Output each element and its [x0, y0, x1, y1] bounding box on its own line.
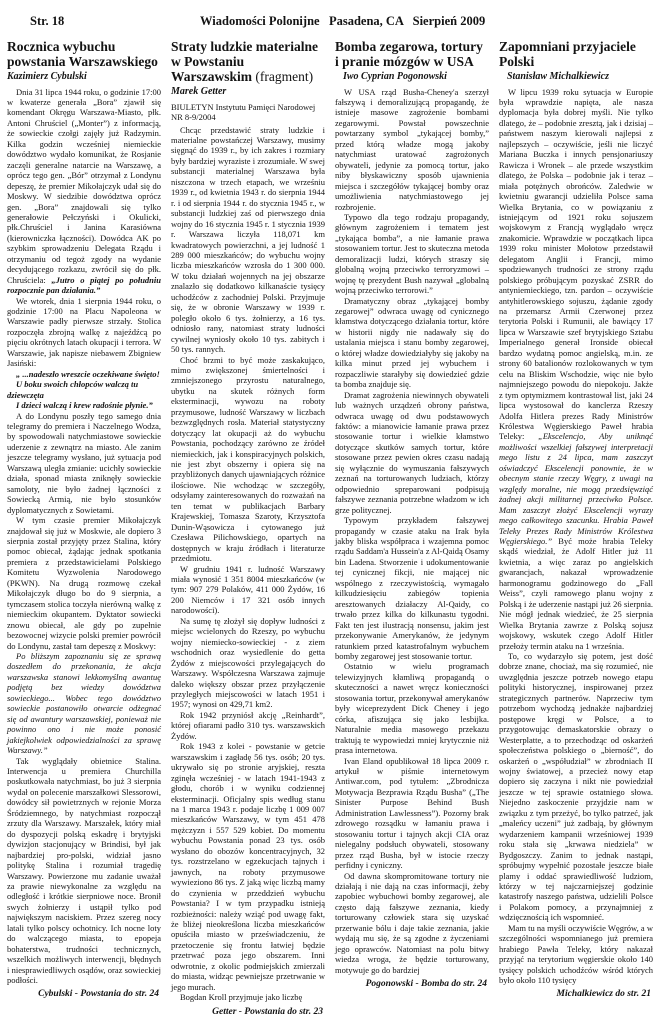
paragraph: Dramat zagrożenia niewinnych obywateli lub ważnych urządzeń obrony państwa, odwraca uwagę od dwu podstawowych faktów: a mianowicie łamanie prawa przez stosowanie tortur i wielkie kłamstwo dotyczące skutków samych tortur, które stosowane przez pewien okres czasu nadają się wyłącznie do wymuszania fałszywych zeznań na torturowanych ludziach, którzy odpowiednio spreparowani podpisują fałszywe zeznania potrzebne władzom w ich grze politycznej. [335, 389, 489, 515]
paragraph: W lipcu 1939 roku sytuacja w Europie była wprawdzie napięta, ale nasza dyplomacja była dobrej myśli. Nie tylko dlatego, że – podobnie zresztą, jak i dzisiaj – państwem naszym kierowali najlepsi z najlepszych – oczywiście, jeśli nie liczyć Mariana Buczka i innych pensjonariuszy Rawicza i Wronek – ale przede wszystkim dlatego, że Polska – podobnie jak i teraz – miała potężnych obrońców. Zaledwie w kwietniu gwarancji udzieliła Polsce sama Wielka Brytania, co w powiązaniu z istniejącym od 1921 roku sojuszem wojskowym z Francją wyglądało wręcz znakomicie. Wprawdzie w początkach lipca 1939 roku minister Mołotow przedstawił delegatom Anglii i Francji, mimo spodziewanych trudności ze strony rządu polskiego próbującym pozyskać ZSRR do antyniemieckiego, tzn. pardon – oczywiście antyhitlerowskiego sojuszu, żądanie zgody na przemarsz Armii Czerwonej przez terytoria Polski i Rumunii, ale bawiący 17 lipca w Warszawie szef brytyjskiego Sztabu Imperialnego generał Ironside obiecał bardzo wydatną pomoc angielską, m.in. ze strony 60 batalionów rozlokowanych w tym celu na Bliskim Wschodzie, więc nie było najmniejszego powodu do niepokoju. Jakże z tym optymizmem kontrastował list, jaki 24 lipca wystosował do kanclerza Rzeszy Adolfa Hitlera prezes Rady Ministrów Królestwa Węgierskiego Paweł hrabia Teleky: „Ekscelencjo, Aby uniknąć możliwości wszelkiej fałszywej interpretacji mego listu z 24 lipca, mam zaszczyt oświadczyć Ekscelencji ponownie, że w obecnym stanie rzeczy Węgry, z uwagi na względy moralne, nie mogą przedsięwziąć żadnej akcji militarnej przeciwko Polsce. Mam zaszczyt złożyć Ekscelencji wyrazy mego całkowitego szacunku. Hrabia Paweł Teleky Prezes Rady Ministrów Królestwa Węgierskiego.” Być może hrabia Teleky skądś wiedział, że Adolf Hitler już 11 kwietnia, a więc zaraz po angielskich gwarancjach, nakazał wprowadzenie harmonogramu godzinowego do „Fall Weiss”, czyli ramowego planu wojny z Polską i że uderzenie nastąpi już 26 sierpnia. Nie mógł jednak wiedzieć, że 25 sierpnia Wielka Brytania zawrze z Polską sojusz wojskowy, wskutek czego Adolf Hitler przełoży termin ataku na 1 września. [499, 86, 653, 651]
article-title: Zapomniani przyjaciele Polski [499, 39, 636, 70]
paragraph: W grudniu 1941 r. ludność Warszawy miała wynosić 1 351 8004 mieszkańców (w tym: 907 279 Polaków, 411 000 Żydów, 16 200 Niemców i 17 321 osób innych narodowości). [171, 563, 325, 616]
paragraph: A do Londynu poszły tego samego dnia telegramy do premiera i Naczelnego Wodza, by spowodowali natychmiastowe sowieckie uderzenie z zewnątrz na miasto. Ale zanim jeszcze telegramy wysłano, już sytuacja pod Warszawą uległa zmianie: ucichły sowieckie działa, sponad miasta zniknęły sowieckie samoloty, nie było żadnej łączności z Sowiecką Armią, nie było stosunków dyplomatycznych z Sowietami. [7, 410, 161, 515]
columns [0, 39, 663, 1017]
poem-line: „ ...nadeszło wreszcie oczekiwane święto! [16, 368, 160, 379]
paragraph: We wtorek, dnia 1 sierpnia 1944 roku, o godzinie 17:00 na Placu Napoleona w Warszawie padły pierwsze strzały. Stolica rozpoczęła zbrojną walkę z najeźdźcą po pięciu okrótnych latach okupacji i terrora. W Warszawie, jak napisze niebawem Zbigniew Jasiński: [7, 295, 161, 369]
paragraph: Rok 1943 z kolei - powstanie w getcie warszawskim i zagładę 56 tys. osób; 20 tys. ukrywało się po stronie aryjskiej, reszta zginęła wcześniej - w latach 1941-1943 z głodu, chorób i w wyniku codziennej eksterminacji. Oficjalny spis według stanu na 1 marca 1943 r. podaje liczbę 1 009 007 mieszkańców Warszawy, w tym 451 478 mężczyzn i 557 529 kobiet. Do momentu wybuchu Powstania ponad 23 tys. osób wysłano do obozów koncentracyjnych, 32 tys. rozstrzelano w egzekucjach tajnych i jawnych, na roboty przymusowe wywieziono 86 tys. Z jaką więc liczbą mamy do czynienia w przeddzień wybuchu Powstania? I w tym przypadku istnieją rozbieżności: należy wziąć pod uwagę fakt, że bliżej nieokreślona liczba mieszkańców opuściła miasto w przeświadczeniu, że przetoczenie się frontu łatwiej będzie przetrwać poza jego obszarem. Inni odwrotnie, z okolic podmiejskich zmierzali do miasta, widząc pewniejsze przetrwanie w jego murach. [171, 741, 325, 992]
paragraph: Tak wyglądały obietnice Stalina. Interwencja u premiera Churchilla poskutkowała natychmiast, bo już 3 sierpnia wydał on polecenie marszałkowi Slessorowi, dowódcy sił powietrznych w rejonie Morza Śródziemnego, by natychmiast rozpoczął zrzuty dla Warszawy. Marszałek, który miał do dyspozycji polską eskadrę i brytyjski dywizjon stacjonujący w Brindisi, był jak najbardziej pro-polski, widział jasno politykę Stalina i rozumiał tragedię Warszawy. Powierzone mu zadanie uważał za prawie niewykonalne za względu na odległość i krótkie sierpniowe noce. Bronił swych żołnierzy i ustąpił tylko pod największym naciskiem. Przez szereg nocy latali tylko polscy ochotnicy. Ich nocne loty do walczącego miasta, to epopeja bohaterstwa, trudności technicznych, wszelkich możliwych interwencji, błędnych i niesprawiedliwych osądów, oraz sowieckiej podłości. [7, 755, 161, 986]
paragraph: To, co wydarzyło się potem, jest dość dobrze znane, chociaż, ma się rozumieć, nie uwzględnia jeszcze potrzeb nowego etapu polityki historycznej, inspirowanej przez strategicznych partnerów. Naprzeciw tym potrzebom wychodzą jednakże najbardziej postępowe kręgi w Polsce, a to przygotowując demaskatorskie obrazy o Westerplatte, a to przechodząc od oskarżeń społeczeństwa polskiego o „bierność”, do oskarżeń o „współudział” w zbrodniach II wojny światowej, a przecież nowy etap dopiero się zaczyna i nikt nie powiedział jeszcze w tej sprawie ostatniego słowa. Niejedno zaskoczenie przyjdzie nam w związku z tym przeżyć, bo tylko patrzeć, jak „maleńcy uczeni” już zadbają, by głównym wydarzeniem kampanii wrześniowej 1939 roku stała się „krwawa niedziela” w Bydgoszczy. Zanim to jednak nastąpi, spróbujmy wypełnić pozostałe jeszcze białe plamy i oddać sprawiedliwość ludziom, którzy w tej najczarniejszej godzinie katastrofy naszego państwa, udzielili Polsce i Polakom pomocy, a przynajmniej z wdzięcznością ich wspomnieć. [499, 650, 653, 923]
article-byline: Iwo Cyprian Pogonowski [343, 71, 447, 83]
paragraph: Mam tu na myśli oczywiście Węgrów, a w szczególności wspomnianego już premiera hrabiego Pawła Teleky, który nakazał przyjąć na terytorium węgierskie około 140 tysięcy polskich uchodźców wśród których było około 110 tysięcy [499, 922, 653, 986]
masthead: Wiadomości Polonijne Pasadena, CA Sierpień 2009 [200, 14, 486, 28]
paragraph: Dnia 31 lipca 1944 roku, o godzinie 17:00 w kwaterze generała „Bora” zjawił się komendant Okręgu Warszawa-Miasto, płk. Antoni Chruściel („Monter”) z informacją, że sowieckie czołgi zajęły już Radzymin. Kilka godzin wcześniej niemieckie dowództwo wydało komunikat, że Rosjanie zaczęli generalne natarcie na Warszawę, a oprócz tego gen. „Bór” otrzymał z Londynu depeszę, że premier Mikołajczyk udał się do Moskwy. W siedzibie dowództwa oprócz gen. „Bora” znajdowali się tylko generałowie Pełczyński i Okulicki, płk.Chruściel i Janina Karasiówna (kierowniczka łączności). Dowódca AK po szybkim sprowadzeniu Delegata Rządu i otrzymaniu od tegoż zgody na wydanie decydującego rozkazu, zwrócił się do płk. Chruściela: „Jutro o piątej po południu rozpocznie pan działania.” [7, 86, 161, 296]
paragraph: W tym czasie premier Mikołajczyk znajdował się już w Moskwie, ale dopiero 3 sierpnia został przyjęty przez Stalina, który pomoc obiecał, żądając jednak spotkania premiera z przedstawicielami Polskiego Komitetu Wyzwolenia Narodowego (PKWN). Na drugą rozmowę czekał Mikołajczyk długo bo do 9 sierpnia, a tymczasem stolica toczyła nierówną walkę z niemieckim okupantem. Dyktator sowiecki znowu obiecał, ale gdy po zupełnie bezowocnej wizycie polski premier powrócił do Londynu, zastał tam depeszę z Moskwy: [7, 515, 161, 651]
poem-line: U boku swoich chłopców walczą tu dziewczęta [7, 379, 139, 400]
article-bomba-zegarowa [335, 39, 489, 997]
article-title: Rocznica wybuchu powstania Warszawskiego [7, 39, 158, 70]
paragraph: Ivan Eland opublikował 18 lipca 2009 r. artykuł w piśmie internetowym Antiwar.com, pod tytułem: „Zbrodnicza Motywacja Bezprawia Rządu Busha” („The Sinister Purpose Behind Bush Administration Lawlessness”). Pozorny brak zdrowego rozsądku w łamaniu prawa i stosowaniu tortur i tajnych akcji CIA oraz nielegalny podsłuch obywateli, stosowany przez rząd Busha, był w istocie rzeczy perfidny i cyniczny. [335, 755, 489, 871]
continuation-note: Getter - Powstania do str. 23 [212, 1006, 323, 1017]
paragraph: Typowo dla tego rodzaju propagandy, głównym zagrożeniem i tematem jest „tykająca bomba”, a nie łamanie prawa stosowaniem tortur. Jest to skuteczna metoda demoralizacji ludzi, których straszy się globalną wojną przeciwko terroryzmowi – wojnę tę prezydent Bush nazywał „globalną wojną przeciwko terrorowi.” [335, 211, 489, 296]
paragraph: W USA rząd Busha-Cheney'a szerzył fałszywą i demoralizującą propagandę, że istnieje masowe zagrożenie bombami zegarowymi. Powstał powszechnie powtarzany symbol „tykającej bomby,” przed którą władze mogą jakoby natychmiast uratować zagrożonych obywateli, jedynie za pomocą tortur, jako niby błyskawiczny sposób ujawnienia miejsca i szczegółów tykającej bomby oraz umożliwienia natychmiastowego jej rozbrojenie. [335, 86, 489, 212]
paragraph: Bogdan Kroll przyjmuje jako liczbę [180, 992, 303, 1003]
paragraph: Typowym przykładem fałszywej propagandy w czasie ataku na Irak była jakby bliska współpraca i wzajemna pomoc rządu Saddam'a Hussein'a z Al-Qaidą Osamy bin Ladena. Stworzenie i udokumentowanie tej cynicznej fikcji, nie mającej nic wspólnego z rzeczywistością, wymagało kilkudziesięciu zabiegów topienia aresztowanych działaczy Al-Qaidy, co trwało przez kilka do kilkunastu tygodni. Fakt ten jest ilustracją nonsensu, jakim jest przekonywanie Amerykanów, że jedynym ratunkiem przed katastrofalnym wybuchem bomby zegarowej jest stosowanie tortur. [335, 515, 489, 661]
article-title: Bomba zegarowa, tortury i pranie mózgów w USA [335, 39, 483, 70]
page-number: Str. 18 [30, 14, 65, 28]
article-straty-ludzkie [171, 39, 325, 1017]
paragraph: Na sumę tę złożył się dopływ ludności z miejsc wcielonych do Rzeszy, po wybuchu wojny niemiecko-sowieckiej - z ziem wschodnich oraz wysiedlenie do getta Żydów z miejscowości przylegających do Warszawy. Współczesna Warszawa zajmuje daleko większy obszar przez przyłączenie przyległych miejscowości w latach 1951 i 1957; wynosi on 429,71 km2. [171, 615, 325, 710]
article-title: Straty ludzkie materialne w Powstaniu Warszawskim (fragment) [171, 39, 318, 85]
article-zapomniani-przyjaciele [499, 39, 653, 1000]
telegram-quote: Po bliższym zapoznaniu się ze sprawą doszedłem do przekonania, że akcja warszawska stanowi lekkomyślną awantuę podjętą bez wiedzy dowództwa sowieckiego... Wobec tego dowództwo sowieckie postanowiło otwarcie odżegnać się od awantury warszawskiej, ponieważ nie powinno ono i nie może ponosić jakiejkolwiek odpowiedzialności za sprawę Warszawy.” [7, 650, 161, 756]
paragraph: Dramatyczny obraz „tykającej bomby zegarowej” odwraca uwagę od cynicznego kłamstwa dotyczącego działania tortur, które w historii nigdy nie nadawały się do ustalania miejsca i stanu bomby zegarowej, o której władze dowiedziałyby się jakoby na kilka minut przed jej wybuchem i rozpaczliwie starałyby się dowiedzieć gdzie ta bomba znajduje się. [335, 295, 489, 390]
continuation-note: Michalkiewicz do str. 21 [556, 989, 651, 1000]
article-byline: Kazimierz Cybulski [7, 71, 87, 83]
poem-line: I dzieci walczą i krew radośnie płynie.” [16, 400, 153, 411]
paragraph: Od dawna skompromitowane tortury nie działają i nie dają na czas informacji, żeby zapobiec wybuchowi bomby zegarowej, ale często dają fałszywe zeznania, kiedy torturowany człowiek stara się uzyskać przerwanie bólu i daje takie zeznania, jakie wydają mu się, że są zgodne z życzeniami jego oprawców. Natomiast na polu bitwy wiedza wroga, że będzie torturowany, motywuje go do bardziej [335, 870, 489, 975]
article-byline: Marek Getter [171, 86, 227, 98]
paragraph: Ostatnio w wielu programach telewizyjnych kłamliwą propagandą o skuteczności a nawet wręcz konieczności stosowania tortur, przekonywał amerykanów były wiceprezydent Dick Cheney i jego córka, afiszująca się jako lesbijka. Naturalnie media masowego przekazu traktują te wypowiedzi mniej krytycznie niż prasa internetowa. [335, 661, 489, 756]
paragraph: Choć brzmi to być może zaskakująco, mimo zwiększonej śmiertelności i zmniejszonego przyrostu naturalnego, ubytku na skutek różnych form eksterminacji, wywozu na roboty przymusowe, ludność Warszawy w liczbach bezwzględnych rosła. Materiał statystyczny dotyczący lat okupacji aż do wybuchu Powstania, pochodzący zarówno ze źródeł niemieckich, jak i konspiracyjnych polskich, nie jest zbyt obszerny i opiera się na przybliżonych danych ujawniających różnice ilościowe. Nie wchodząc w szczegóły, odsyłamy zainteresowanych do rozważań na ten temat w publikacjach Barbary Krajewskiej, Tomasza Szaroty, Krzysztofa Dunin-Wąsowicza i cytowanego już Czesława Pilichowskiego, opartych na dostępnych w kraju źródłach i literaturze przedmiotu. [171, 354, 325, 564]
article-rocznica-wybuchu [7, 39, 161, 1000]
continuation-note: Cybulski - Powstania do str. 24 [38, 989, 159, 1000]
paragraph: Rok 1942 przyniósł akcję „Reinhardt”, której ofiarami padło 310 tys. warszawskich Żydów. [171, 709, 325, 741]
page-header [0, 14, 663, 39]
article-byline: Stanisław Michalkiewicz [507, 71, 609, 83]
continuation-note: Pogonowski - Bomba do str. 24 [365, 979, 487, 990]
paragraph: Chcąc przedstawić straty ludzkie i materialne powstańczej Warszawy, musimy sięgnąć do 1939 r., by ich zakres i rozmiary były bardziej wyraziste i zrozumiałe. W swej substancji materialnej Warszawa była niszczona w trzech etapach, we wrześniu 1939 r., od kwietnia 1943 r. do sierpnia 1944 r. i od sierpnia 1944 r. do stycznia 1945 r., w substancji ludzkiej zaś od pierwszego dnia wojny do 16 stycznia 1945 r. 1 stycznia 1939 r. Warszawa liczyła 118,071 km kwadratowych powierzchni, a jej ludność 1 289 000 mieszkańców; do wybuchu wojny liczba mieszkańców wzrosła do 1 300 000. W toku działań wojennych na jej obszarze znalazło się dodatkowo kilkanaście tysięcy uchodźców z zachodniej Polski. Przyjmuje się, że w obronie Warszawy w 1939 r. poległo około 6 tys. żołnierzy, a 16 tys. odniosło rany, natomiast straty ludności cywilnej wyniosły około 10 tys. zabitych i 50 tys. rannych. [171, 124, 325, 355]
article-source: BIULETYN Instytutu Pamięci Narodowej NR 8-9/2004 [171, 101, 316, 123]
